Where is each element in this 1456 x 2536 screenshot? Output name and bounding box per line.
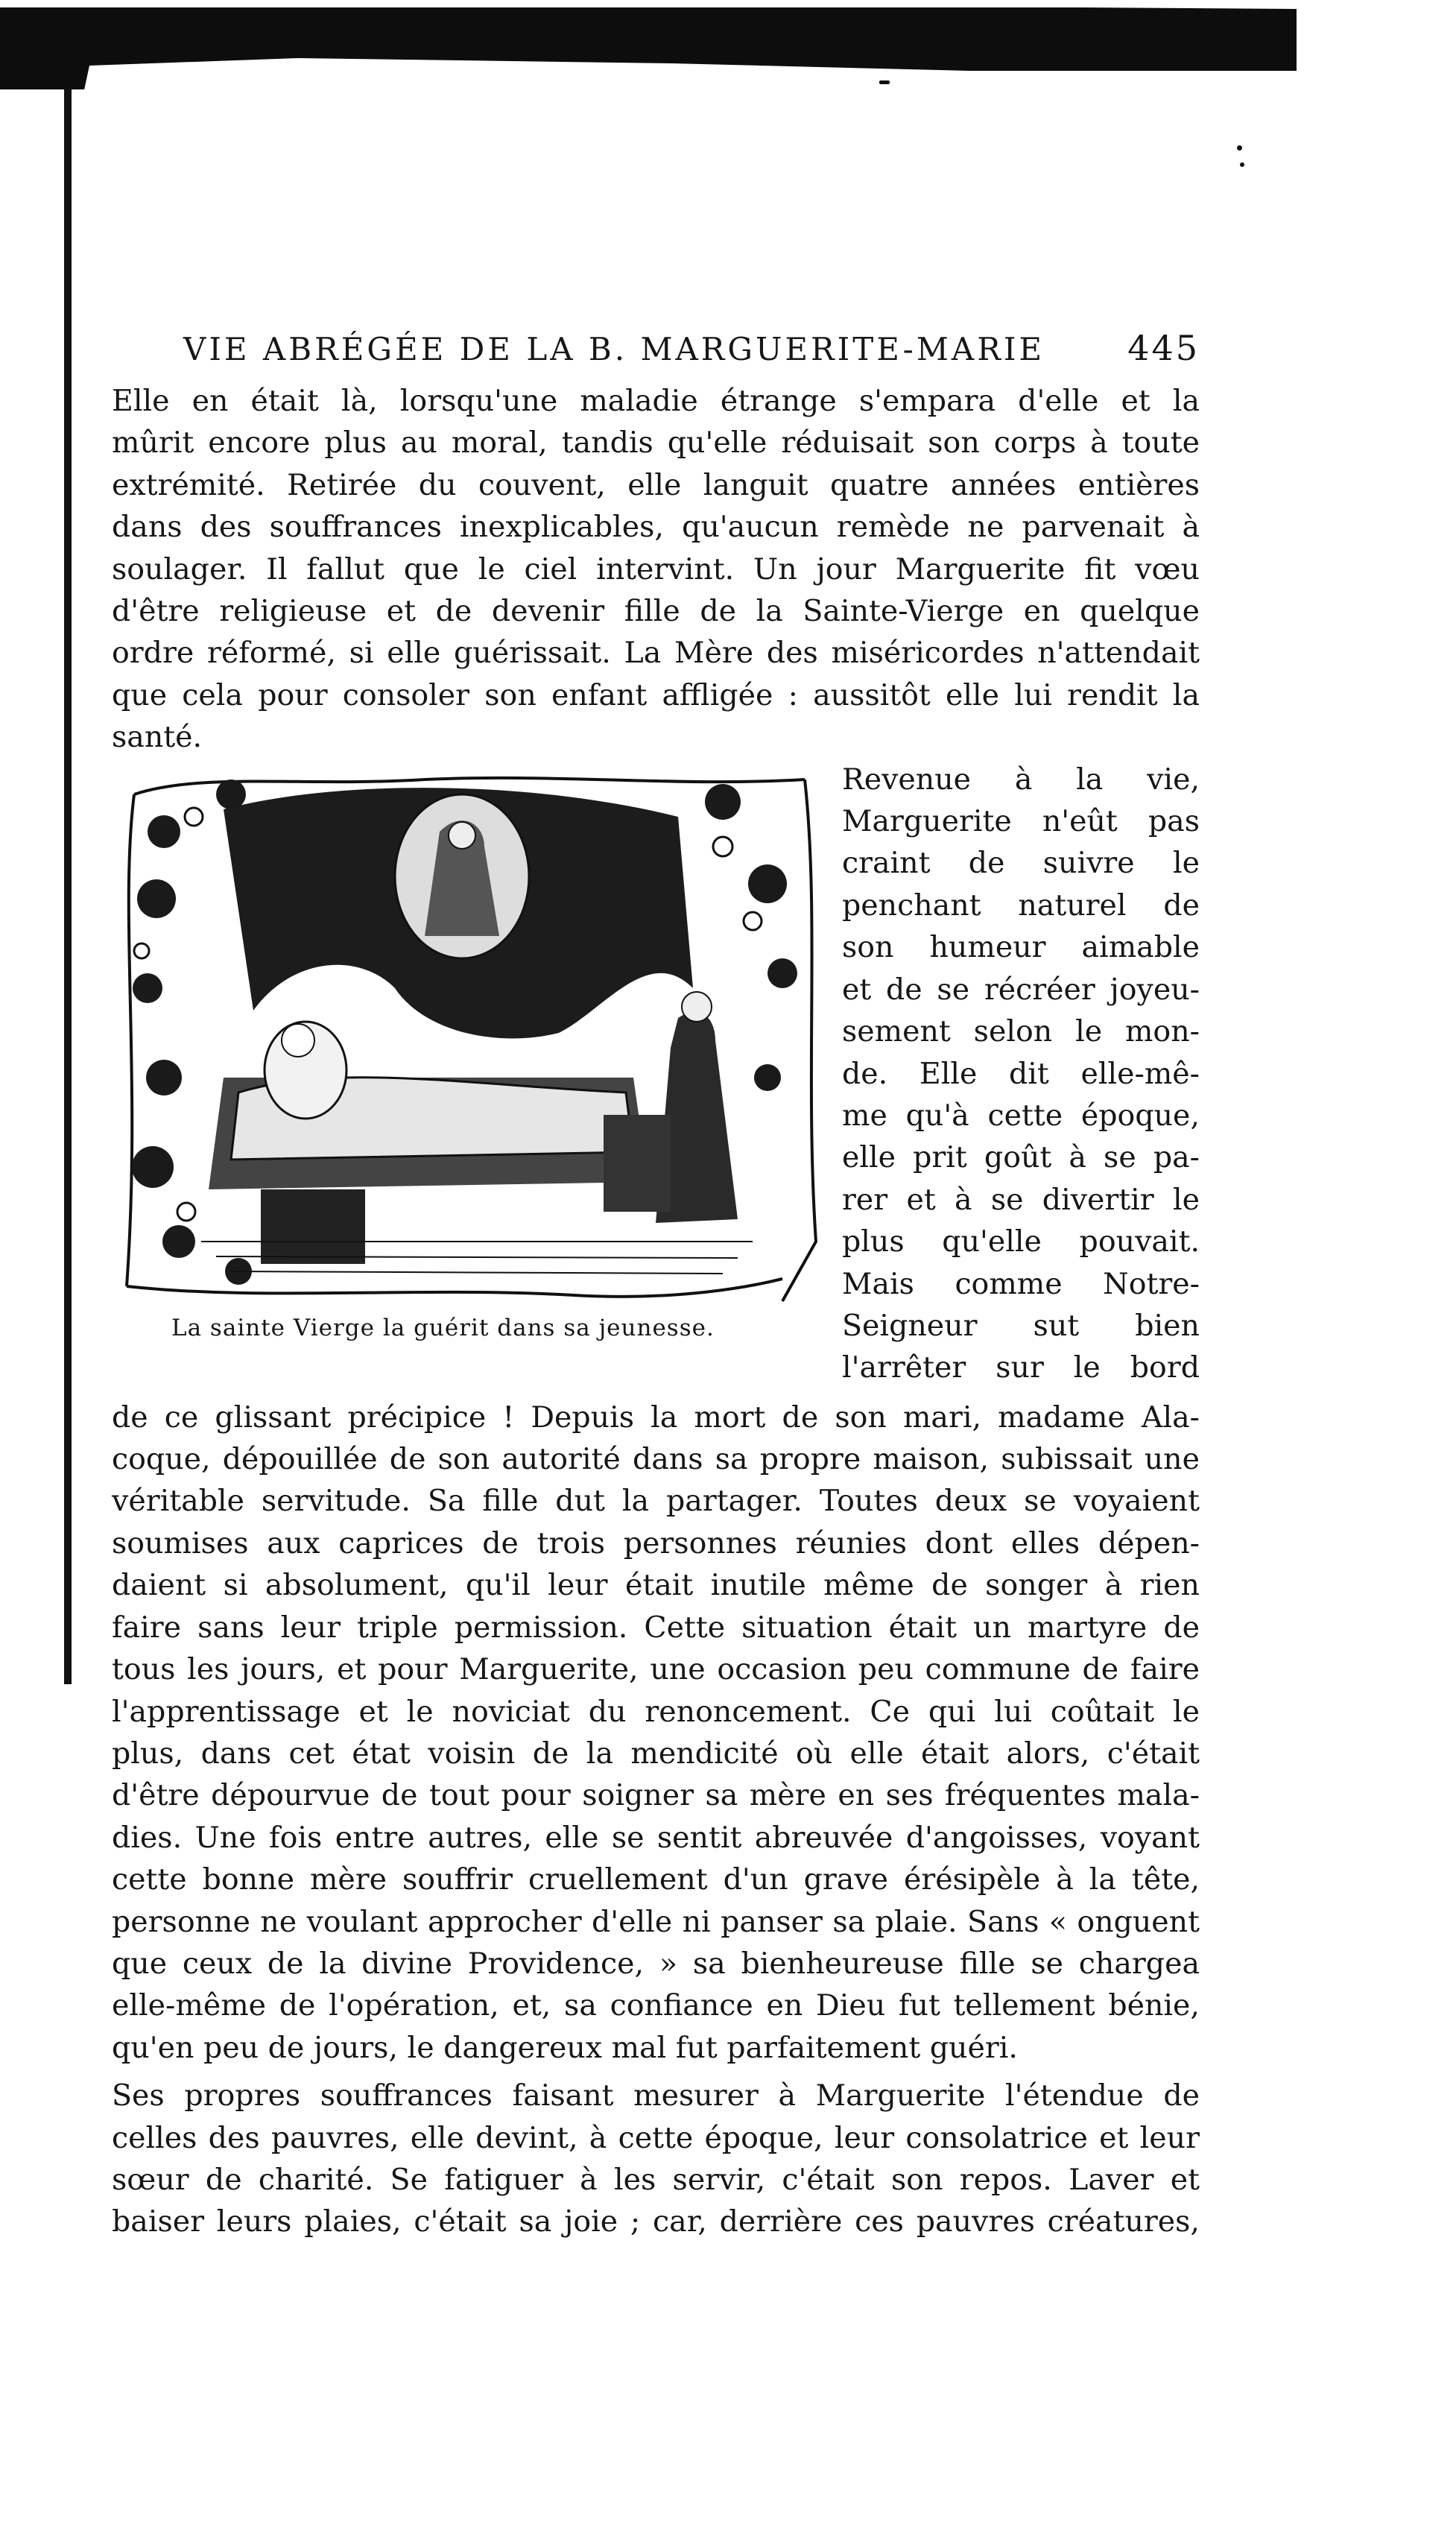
text-line: Mais comme Notre- [842, 1266, 1200, 1301]
text-line: Seigneur sut bien [842, 1308, 1200, 1343]
engraving-illustration [112, 765, 827, 1316]
virgin-head [449, 822, 475, 849]
text-line: elle prit goût à se pa- [842, 1140, 1200, 1175]
text-line: l'apprentissage et le noviciat du renoncement. Ce qui lui coûtait le [112, 1694, 1200, 1729]
scan-speck [879, 80, 890, 84]
paragraph-3 [112, 2075, 1200, 2243]
text-line: elle-même de l'opération, et, sa confiance en Dieu fut tellement bénie, [112, 1988, 1200, 2023]
text-line: d'être religieuse et de devenir fille de la Sainte-Vierge en quelque [112, 594, 1200, 629]
text-line: dies. Une fois entre autres, elle se sentit abreuvée d'angoisses, voyant [112, 1820, 1200, 1855]
text-line: d'être dépourvue de tout pour soigner sa mère en ses fréquentes mala- [112, 1778, 1200, 1813]
text-line: dans des souffrances inexplicables, qu'aucun remède ne parvenait à [112, 510, 1200, 545]
text-line: tous les jours, et pour Marguerite, une occasion peu commune de faire [112, 1652, 1200, 1687]
text-line: celles des pauvres, elle devint, à cette époque, leur consolatrice et leur [112, 2120, 1200, 2155]
scan-speck [1237, 145, 1242, 151]
text-line: de ce glissant précipice ! Depuis la mort de son mari, madame Ala- [112, 1400, 1200, 1435]
text-line: et de se récréer joyeu- [842, 972, 1200, 1007]
text-line: craint de suivre le [842, 846, 1200, 881]
text-line: de. Elle dit elle-mê- [842, 1056, 1200, 1091]
running-head [183, 328, 1200, 380]
running-head-title: VIE ABRÉGÉE DE LA B. MARGUERITE-MARIE [183, 331, 1045, 367]
text-line: soulager. Il fallut que le ciel intervint. Un jour Marguerite fit vœu [112, 551, 1200, 586]
text-line: personne ne voulant approcher d'elle ni panser sa plaie. Sans « onguent [112, 1904, 1200, 1939]
paragraph-1 [112, 380, 1200, 759]
text-line: véritable servitude. Sa fille dut la partager. Toutes deux se voyaient [112, 1484, 1200, 1519]
paragraph-2 [112, 1397, 1200, 2069]
illustration-caption: La sainte Vierge la guérit dans sa jeunesse. [171, 1314, 715, 1341]
text-line: ordre réformé, si elle guérissait. La Mère des miséricordes n'attendait [112, 636, 1200, 671]
woman-head [682, 992, 712, 1022]
text-line: plus qu'elle pouvait. [842, 1224, 1200, 1259]
text-line: Elle en était là, lorsqu'une maladie étrange s'empara d'elle et la [112, 384, 1200, 418]
text-line: me qu'à cette époque, [842, 1098, 1200, 1133]
text-line: sœur de charité. Se fatiguer à les servir, c'était son repos. Laver et [112, 2162, 1200, 2197]
figure-block [112, 759, 1200, 1397]
text-line: son humeur aimable [842, 930, 1200, 965]
scan-border-top [0, 0, 1456, 89]
text-line: penchant naturel de [842, 888, 1200, 923]
text-line: qu'en peu de jours, le dangereux mal fut parfaitement guéri. [112, 2030, 1018, 2065]
scan-border-shape [0, 0, 1456, 89]
text-line: baiser leurs plaies, c'était sa joie ; car, derrière ces pauvres créatures, [112, 2204, 1200, 2239]
girl-head [282, 1024, 314, 1057]
text-line: rer et à se divertir le [842, 1182, 1200, 1217]
text-line: coque, dépouillée de son autorité dans sa propre maison, subissait une [112, 1442, 1200, 1477]
text-line: l'arrêter sur le bord [842, 1350, 1200, 1385]
text-line: Ses propres souffrances faisant mesurer à Marguerite l'étendue de [112, 2078, 1200, 2113]
text-line: sement selon le mon- [842, 1014, 1200, 1049]
side-column [842, 759, 1200, 1389]
text-line: mûrit encore plus au moral, tandis qu'elle réduisait son corps à toute [112, 426, 1200, 461]
text-line: Marguerite n'eût pas [842, 804, 1200, 839]
stool [261, 1189, 365, 1264]
text-line: soumises aux caprices de trois personnes réunies dont elles dépen- [112, 1525, 1200, 1561]
text-line: que cela pour consoler son enfant affligée : aussitôt elle lui rendit la [112, 677, 1200, 712]
bedside-table [604, 1115, 671, 1212]
text-line: extrémité. Retirée du couvent, elle languit quatre années entières [112, 467, 1200, 502]
text-line: faire sans leur triple permission. Cette situation était un martyre de [112, 1610, 1200, 1645]
text-line: santé. [112, 720, 203, 755]
scan-border-left [64, 89, 72, 1684]
text-line: Revenue à la vie, [842, 762, 1200, 797]
page-number: 445 [1127, 328, 1200, 368]
book-page [112, 328, 1200, 2243]
text-line: cette bonne mère souffrir cruellement d'un grave érésipèle à la tête, [112, 1862, 1200, 1897]
scan-speck [1240, 162, 1244, 167]
text-line: plus, dans cet état voisin de la mendicité où elle était alors, c'était [112, 1736, 1200, 1771]
text-line: que ceux de la divine Providence, » sa bienheureuse fille se chargea [112, 1946, 1200, 1981]
text-line: daient si absolument, qu'il leur était inutile même de songer à rien [112, 1568, 1200, 1603]
